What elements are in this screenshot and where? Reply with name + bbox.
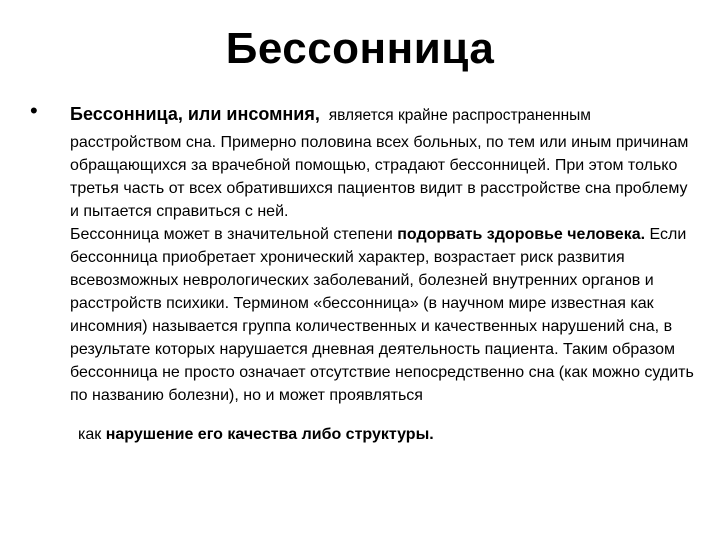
paragraph-2-intro: Бессонница может в значительной степени <box>70 226 393 243</box>
slide-title: Бессонница <box>225 24 495 73</box>
paragraph-3-emphasis: нарушение его качества либо структуры. <box>105 426 434 443</box>
paragraph-1: расстройством сна. Примерно половина всех больных, по тем или иным причинам обращающихся за врачебной помощью, страдают бессонницей. При этом только третья часть от всех обратившихся пациентов видит в расстройстве сна проблему и пытается справиться с ней. <box>70 134 689 220</box>
paragraph-2 <box>70 223 695 407</box>
paragraph-2-emphasis: подорвать здоровье человека. <box>397 226 646 243</box>
paragraph-3-intro: как <box>78 426 102 443</box>
lead-term: Бессонница, или инсомния, <box>70 104 320 124</box>
bullet-marker: • <box>30 98 38 123</box>
first-line <box>70 99 695 131</box>
lead-rest-text: является крайне распространенным <box>328 107 591 124</box>
paragraph-3 <box>78 423 695 446</box>
slide-body <box>70 99 695 446</box>
paragraph-2-rest: Если бессонница приобретает хронический характер, возрастает риск развития всевозможных неврологических заболеваний, болезней внутренних органов и расстройств психики. Термином «бессонница» (в научном мире известная как инсомния) называется группа количественных и качественных нарушений сна, в результате которых нарушается дневная деятельность пациента. Таким образом бессонница не просто означает отсутствие непосредственно сна (как можно судить по названию болезни), но и может проявляться <box>70 226 694 404</box>
